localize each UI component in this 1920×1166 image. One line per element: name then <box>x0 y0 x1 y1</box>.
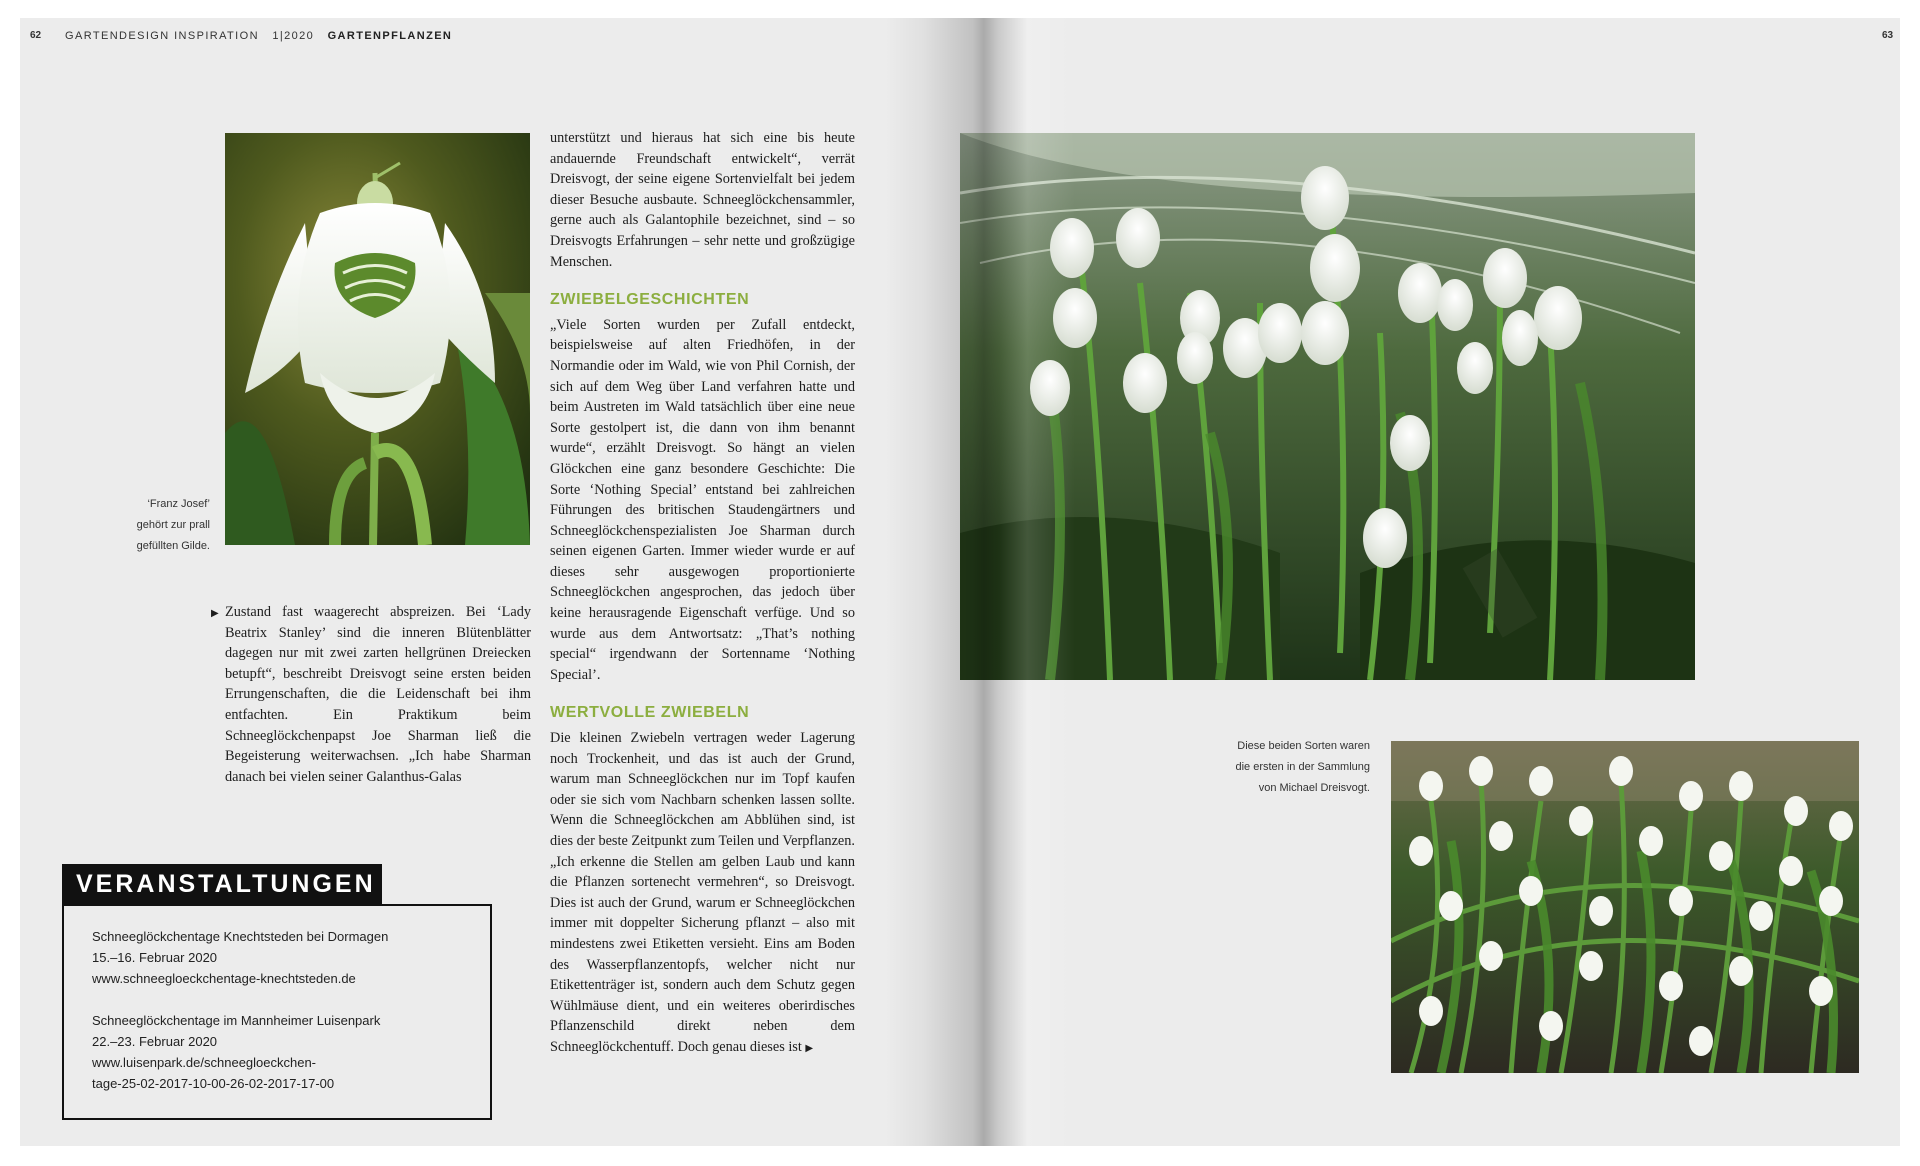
running-header <box>65 30 452 42</box>
sorten-caption <box>1220 736 1370 799</box>
article-column-2 <box>550 128 855 1060</box>
column-2-intro: unterstützt und hieraus hat sich eine bis heute andauernde Freundschaft entwickelt“, verrät Dreisvogt, der seine eigene Sortenvielfalt bei jedem dieser Besuche ausbaute. Schneeglöckchensammler, gerne auch als Galantophile bezeichnet, sind – so Dreisvogts Erfahrungen – sehr nette und großzügige Menschen. <box>550 130 855 270</box>
article-column-1 <box>211 602 531 787</box>
event-url[interactable]: www.luisenpark.de/schneegloeckchen- <box>92 1055 317 1070</box>
caption-line: die ersten in der Sammlung <box>1235 761 1370 773</box>
snowdrop-cluster-photo <box>1391 741 1859 1073</box>
event-date: 15.–16. Februar 2020 <box>92 950 218 965</box>
magazine-name: GARTENDESIGN INSPIRATION <box>65 30 259 42</box>
column-2-para-2 <box>550 728 855 1060</box>
event-item <box>92 926 480 989</box>
continued-arrow-icon: ▶ <box>805 1042 814 1054</box>
event-url-continued[interactable]: tage-25-02-2017-10-00-26-02-2017-17-00 <box>92 1076 335 1091</box>
right-page-number: 63 <box>1882 30 1894 41</box>
issue-number: 1|2020 <box>272 30 315 42</box>
caption-line: gefüllten Gilde. <box>136 540 210 552</box>
page-gutter-shadow <box>885 18 1075 1146</box>
caption-line: ‘Franz Josef’ <box>147 498 210 510</box>
events-box <box>62 904 492 1120</box>
caption-line: gehört zur prall <box>136 519 210 531</box>
event-date: 22.–23. Februar 2020 <box>92 1034 218 1049</box>
franz-josef-caption <box>100 494 210 557</box>
magazine-spread <box>20 18 1900 1146</box>
event-name: Schneeglöckchentage Knechtsteden bei Dormagen <box>92 929 389 944</box>
event-item <box>92 1010 480 1094</box>
left-page-number: 62 <box>30 30 42 41</box>
event-name: Schneeglöckchentage im Mannheimer Luisenpark <box>92 1013 381 1028</box>
heading-zwiebelgeschichten: ZWIEBELGESCHICHTEN <box>550 291 750 309</box>
caption-line: von Michael Dreisvogt. <box>1258 782 1370 794</box>
section-name: GARTENPFLANZEN <box>327 30 453 42</box>
event-url[interactable]: www.schneegloeckchentage-knechtsteden.de <box>92 971 356 986</box>
events-title: VERANSTALTUNGEN <box>62 864 382 904</box>
caption-line: Diese beiden Sorten waren <box>1237 740 1370 752</box>
column-2-para-2-text: Die kleinen Zwiebeln vertragen weder Lagerung noch Trockenheit, und das ist auch der Grund, warum man Schneeglöckchen nur im Topf kaufen oder sie sich vom Nachbarn schenken lassen sollte. Wenn die Schneeglöckchen am Abblühen sind, ist dies der beste Zeitpunkt zum Teilen und Verpflanzen. „Ich erkenne die Stellen am gelben Laub und kann die Pflanzen sortenecht vermehren“, so Dreisvogt. Dies ist auch der Grund, warum er Schneeglöckchen immer mit doppelter Sicherung pflanzt – also mit mindestens zwei Etiketten versieht. Eins am Boden des Wasserpflanzentopfs, welcher nicht nur Etikettenträger ist, sondern auch dem Schutz gegen Wühlmäuse dient, und ein weiteres oberirdisches Pflanzenschild direkt neben dem Schneeglöckchentuff. Doch genau dieses ist <box>550 730 855 1055</box>
continued-arrow-icon: ▶ <box>211 608 219 619</box>
column-1-text: Zustand fast waagerecht abspreizen. Bei ‘Lady Beatrix Stanley’ sind die inneren Blütenblätter dagegen nur mit zwei zarten hellgrünen Dreiecken betupft“, beschreibt Dreisvogt seine ersten beiden Errungenschaften, die die Leidenschaft bei ihm entfachten. Ein Praktikum beim Schneeglöckchenpapst Joe Sharman ließ die Begeisterung weiterwachsen. „Ich habe Sharman danach bei vielen seiner Galanthus-Galas <box>225 604 531 785</box>
franz-josef-photo <box>225 133 530 545</box>
heading-wertvolle-zwiebeln: WERTVOLLE ZWIEBELN <box>550 704 750 722</box>
column-2-para-1: „Viele Sorten wurden per Zufall entdeckt, beispielsweise auf alten Friedhöfen, in der Normandie oder im Wald, wie von Phil Cornish, der sich auf dem Weg über Land verfahren hatte und beim Austreten im Wald tatsächlich über eine neue Sorte gestolpert ist, die dann von ihm benannt wurde“, erzählt Dreisvogt. So hängt an vielen Glöckchen eine ganz besondere Geschichte: Die Sorte ‘Nothing Special’ entstand bei zahlreichen Führungen des britischen Staudengärtners und Schneeglöckchenspezialisten Joe Sharman durch seinen eigenen Garten. Immer wieder wurde er auf dieses sehr ausgewogen proportionierte Schneeglöckchen angesprochen, das jedoch über keine herausragende Eigenschaft verfüge. Und so wurde aus dem Antwortsatz: „That’s nothing special“ irgendwann der Sortenname ‘Nothing Special’. <box>550 316 855 683</box>
